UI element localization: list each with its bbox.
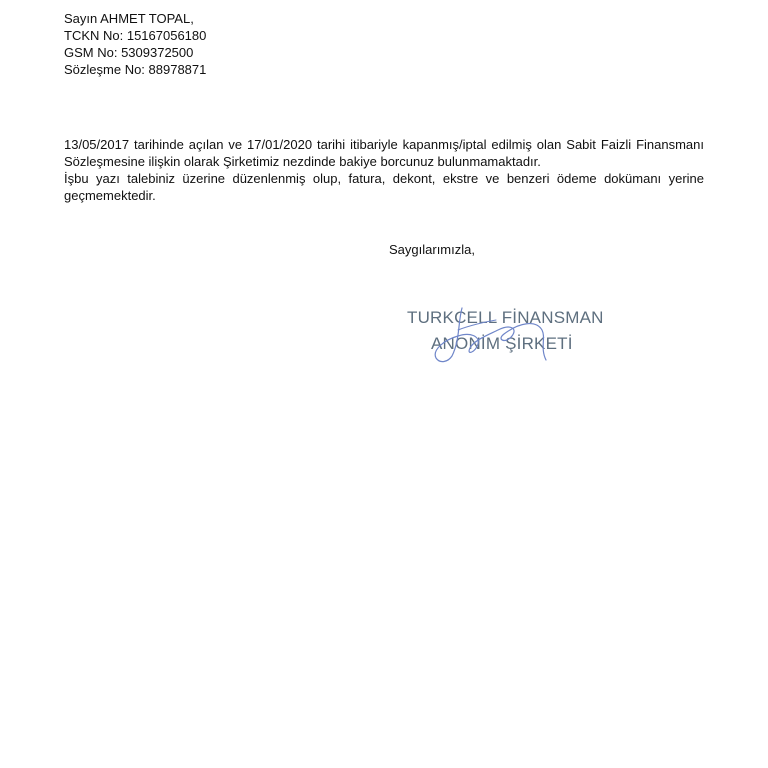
- contract-number: Sözleşme No: 88978871: [64, 62, 207, 77]
- closing-salutation: Saygılarımızla,: [389, 242, 475, 257]
- signature-icon: [400, 300, 600, 370]
- body-paragraph-1: 13/05/2017 tarihinde açılan ve 17/01/2020 tarihi itibariyle kapanmış/iptal edilmiş olan Sabit Faizli Finansmanı Sözleşmesine ilişkin olarak Şirketimiz nezdinde bakiye borcunuz bulunmamaktadır.: [64, 137, 704, 169]
- company-stamp: [400, 300, 604, 370]
- gsm-number: GSM No: 5309372500: [64, 45, 194, 60]
- tckn-number: TCKN No: 15167056180: [64, 28, 207, 43]
- stamp-company-line-1: TURKCELL FİNANSMAN: [407, 308, 604, 327]
- stamp-company-line-2: ANONİM ŞİRKETİ: [431, 334, 573, 353]
- addressee-name: Sayın AHMET TOPAL,: [64, 11, 194, 26]
- body-paragraph-2: İşbu yazı talebiniz üzerine düzenlenmiş olup, fatura, dekont, ekstre ve benzeri ödeme dokümanı yerine geçmemektedir.: [64, 171, 704, 203]
- letter-body: [64, 136, 704, 204]
- addressee-block: [64, 10, 206, 78]
